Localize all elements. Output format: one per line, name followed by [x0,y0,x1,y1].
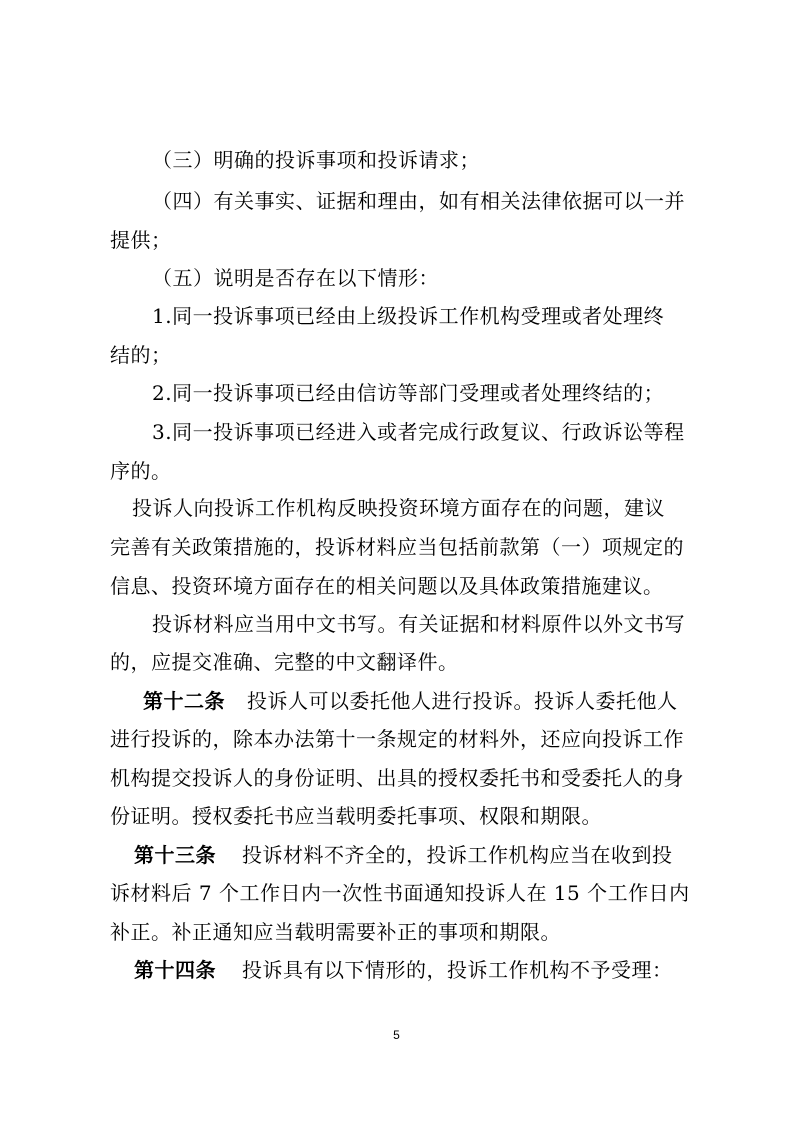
paragraph-language: 投诉材料应当用中文书写。有关证据和材料原件以外文书写 [152,612,685,636]
article-13-line-2: 诉材料后 7 个工作日内一次性书面通知投诉人在 15 个工作日内 [110,881,690,905]
paragraph-investment-env-2: 完善有关政策措施的，投诉材料应当包括前款第（一）项规定的 [110,535,684,559]
item-four-cont: 提供； [110,228,172,252]
sub-item-3: 3.同一投诉事项已经进入或者完成行政复议、行政诉讼等程 [152,420,685,444]
paragraph-investment-env: 投诉人向投诉工作机构反映投资环境方面存在的问题，建议 [132,496,665,520]
article-12-first-line [143,689,678,713]
article-13-line-3: 补正。补正通知应当载明需要补正的事项和期限。 [110,920,561,944]
item-five: （五）说明是否存在以下情形： [152,266,439,290]
article-12-heading: 第十二条 [143,689,225,713]
sub-item-1-cont: 结的； [110,343,172,367]
article-12-line-2: 进行投诉的，除本办法第十一条规定的材料外，还应向投诉工作 [110,727,684,751]
paragraph-investment-env-3: 信息、投资环境方面存在的相关问题以及具体政策措施建议。 [110,574,664,598]
article-14-text: 投诉具有以下情形的，投诉工作机构不予受理： [242,958,673,982]
article-13-text: 投诉材料不齐全的，投诉工作机构应当在收到投 [242,843,673,867]
article-13-heading: 第十三条 [134,843,216,867]
article-13-first-line [134,843,673,867]
item-three: （三）明确的投诉事项和投诉请求； [152,148,480,172]
paragraph-language-2: 的，应提交准确、完整的中文翻译件。 [110,650,459,674]
sub-item-1: 1.同一投诉事项已经由上级投诉工作机构受理或者处理终 [152,304,665,328]
page-number: 5 [393,1028,400,1042]
article-14-first-line [134,958,673,982]
sub-item-2: 2.同一投诉事项已经由信访等部门受理或者处理终结的； [152,381,665,405]
article-12-line-3: 机构提交投诉人的身份证明、出具的授权委托书和受委托人的身 [110,766,684,790]
article-12-text: 投诉人可以委托他人进行投诉。投诉人委托他人 [247,689,678,713]
item-four: （四）有关事实、证据和理由，如有相关法律依据可以一并 [152,189,685,213]
article-14-heading: 第十四条 [134,958,216,982]
sub-item-3-cont: 序的。 [110,459,172,483]
article-12-line-4: 份证明。授权委托书应当载明委托事项、权限和期限。 [110,804,602,828]
